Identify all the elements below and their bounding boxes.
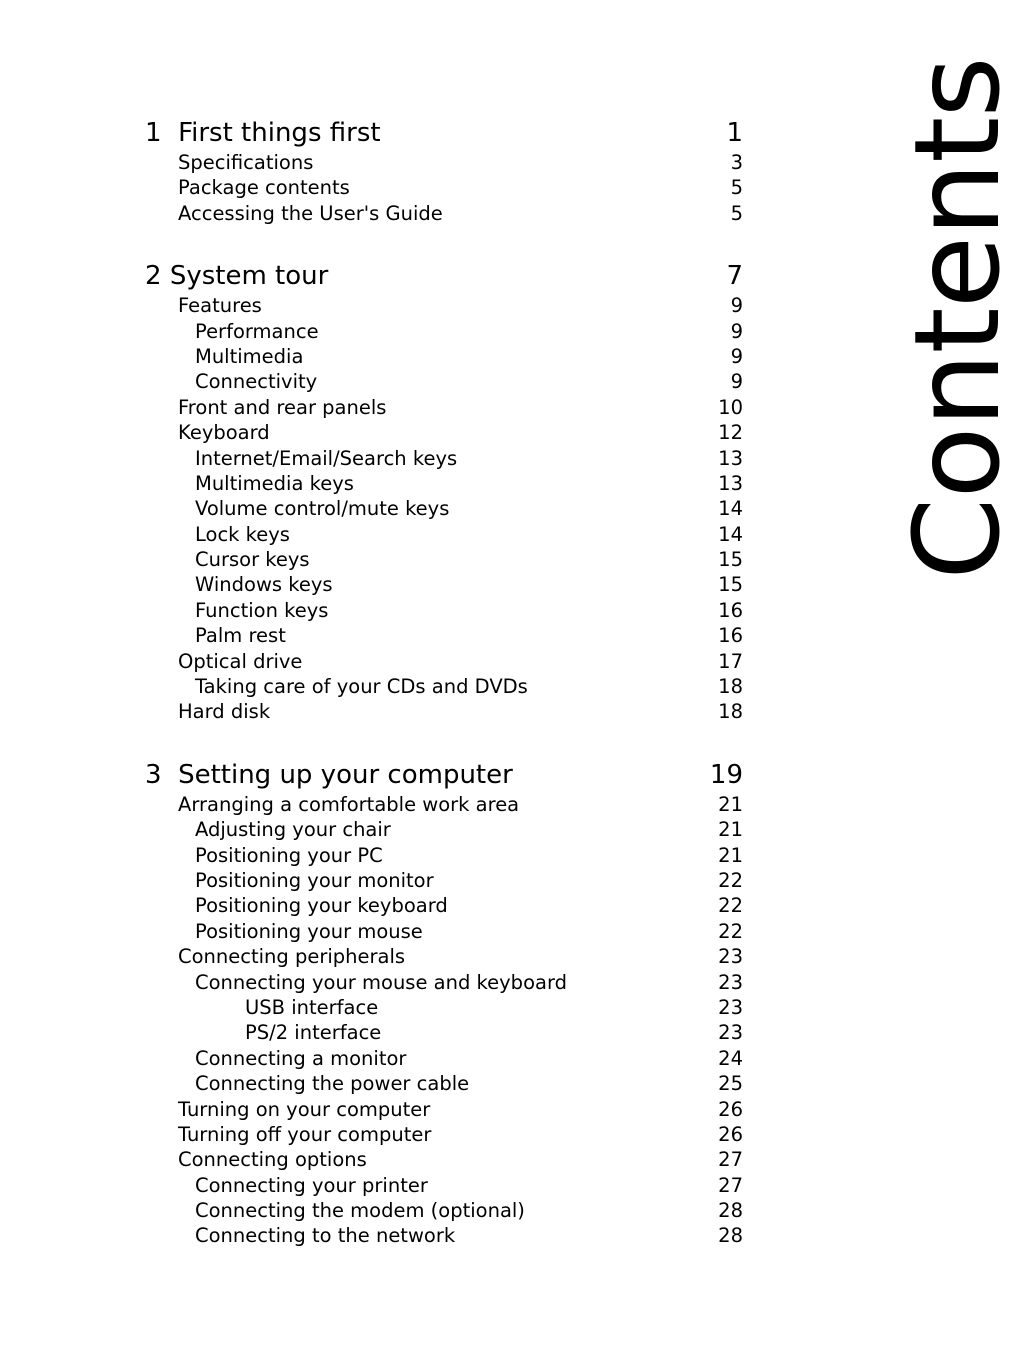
toc-entry-label: Package contents [178, 176, 350, 200]
toc-entry[interactable] [145, 319, 743, 344]
toc-entry-page: 17 [718, 649, 743, 673]
toc-entry[interactable] [145, 175, 743, 200]
toc-entry-page: 28 [718, 1199, 743, 1223]
toc-entry[interactable] [145, 649, 743, 674]
toc-entry-page: 28 [718, 1224, 743, 1248]
toc-entry-page: 14 [718, 497, 743, 521]
toc-entry[interactable] [145, 446, 743, 471]
toc-entry-page: 15 [718, 548, 743, 572]
toc-entry[interactable] [145, 623, 743, 648]
toc-entry-label: Specifications [178, 151, 314, 174]
toc-entry-label: Windows keys [195, 573, 333, 597]
toc-entry-page: 26 [718, 1097, 743, 1121]
chapter-heading-label [145, 116, 381, 150]
toc-entry-label: Connecting to the network [195, 1224, 456, 1248]
table-of-contents [145, 116, 743, 1249]
toc-entry[interactable] [145, 843, 743, 868]
toc-entry-label: Connecting the modem (optional) [195, 1199, 525, 1223]
toc-entry-page: 22 [718, 894, 743, 918]
toc-entry[interactable] [145, 420, 743, 445]
toc-entry-page: 15 [718, 573, 743, 597]
chapter-title: First things first [178, 118, 381, 148]
toc-entry-label: Features [178, 294, 262, 318]
toc-entry-page: 14 [718, 522, 743, 546]
toc-entry-page: 16 [718, 624, 743, 648]
toc-entry-label: Taking care of your CDs and DVDs [195, 675, 528, 699]
toc-entry-label: Volume control/mute keys [195, 497, 450, 521]
toc-entry[interactable] [145, 1223, 743, 1248]
toc-entry-label: Optical drive [178, 649, 303, 673]
toc-entry-page: 21 [718, 792, 743, 816]
toc-entry[interactable] [145, 944, 743, 969]
toc-entry-label: Turning off your computer [178, 1122, 432, 1146]
toc-entry[interactable] [145, 395, 743, 420]
toc-entry[interactable] [145, 1071, 743, 1096]
chapter-heading-label [145, 259, 328, 293]
toc-entry-label: Positioning your keyboard [195, 894, 448, 918]
toc-entry[interactable] [145, 547, 743, 572]
chapter-page-number: 7 [726, 261, 743, 292]
toc-entry[interactable] [145, 344, 743, 369]
toc-entry-label: PS/2 interface [245, 1021, 382, 1045]
page-title: Contents [888, 57, 1026, 580]
toc-entry-page: 9 [730, 319, 743, 343]
toc-entry[interactable] [145, 522, 743, 547]
toc-entry-label: Turning on your computer [178, 1097, 431, 1121]
toc-entry-label: Connectivity [195, 370, 318, 394]
toc-entry-page: 18 [718, 675, 743, 699]
toc-entry-page: 27 [718, 1173, 743, 1197]
toc-entry-page: 18 [718, 700, 743, 724]
toc-entry[interactable] [145, 919, 743, 944]
toc-entry-label: Accessing the User's Guide [178, 201, 443, 225]
toc-entry-label: Function keys [195, 598, 329, 622]
toc-entry[interactable] [145, 1020, 743, 1045]
toc-entry[interactable] [145, 496, 743, 521]
chapter-number: 2 [145, 261, 162, 292]
toc-entry[interactable] [145, 995, 743, 1020]
toc-entry-label: Connecting your mouse and keyboard [195, 970, 567, 994]
toc-entry-label: Positioning your PC [195, 843, 383, 867]
toc-entry-page: 24 [718, 1046, 743, 1070]
chapter-2 [145, 259, 743, 725]
toc-entry[interactable] [145, 201, 743, 226]
toc-entry[interactable] [145, 674, 743, 699]
toc-entry-label: Connecting the power cable [195, 1072, 470, 1096]
toc-entry-label: Palm rest [195, 624, 286, 648]
toc-entry-label: Lock keys [195, 522, 290, 546]
toc-entry-page: 22 [718, 868, 743, 892]
toc-entry-page: 9 [730, 294, 743, 318]
toc-entry-label: Positioning your monitor [195, 868, 434, 892]
toc-entry[interactable] [145, 699, 743, 724]
toc-entry-page: 21 [718, 818, 743, 842]
toc-entry[interactable] [145, 369, 743, 394]
chapter-number: 3 [145, 759, 162, 790]
chapter-heading[interactable] [145, 259, 743, 293]
chapter-page-number: 1 [726, 118, 743, 148]
toc-entry-page: 23 [718, 1021, 743, 1045]
toc-entry[interactable] [145, 1173, 743, 1198]
toc-entry[interactable] [145, 970, 743, 995]
toc-entry[interactable] [145, 1046, 743, 1071]
toc-entry-label: Multimedia [195, 344, 304, 368]
toc-entry-label: Connecting a monitor [195, 1046, 407, 1070]
toc-entry-page: 23 [718, 970, 743, 994]
chapter-heading[interactable] [145, 758, 743, 792]
chapter-title: System tour [169, 261, 329, 292]
toc-entry[interactable] [145, 1198, 743, 1223]
toc-entry-page: 12 [718, 421, 743, 445]
toc-entry-page: 13 [718, 471, 743, 495]
toc-entry-label: USB interface [245, 995, 379, 1019]
toc-entry-page: 23 [718, 945, 743, 969]
toc-entry-label: Adjusting your chair [195, 818, 391, 842]
page-title-container [760, 57, 1026, 590]
toc-entry-label: Connecting options [178, 1148, 367, 1172]
chapter-1 [145, 116, 743, 226]
toc-entry[interactable] [145, 1097, 743, 1122]
toc-entry-page: 5 [730, 176, 743, 200]
toc-entry-page: 16 [718, 598, 743, 622]
chapter-heading[interactable] [145, 116, 743, 150]
toc-entry-page: 22 [718, 919, 743, 943]
toc-entry[interactable] [145, 817, 743, 842]
toc-entry-page: 9 [730, 370, 743, 394]
chapter-title: Setting up your computer [178, 759, 513, 790]
toc-entry-page: 3 [730, 151, 743, 174]
toc-entry[interactable] [145, 868, 743, 893]
toc-entry-label: Multimedia keys [195, 471, 354, 495]
toc-entry-page: 27 [718, 1148, 743, 1172]
toc-entry[interactable] [145, 572, 743, 597]
chapter-number: 1 [145, 118, 162, 148]
toc-entry-label: Arranging a comfortable work area [178, 792, 520, 816]
toc-entry[interactable] [145, 471, 743, 496]
toc-entry-label: Performance [195, 319, 319, 343]
toc-entry-page: 10 [718, 395, 743, 419]
chapter-page-number: 19 [709, 759, 743, 790]
toc-entry-label: Connecting your printer [195, 1173, 428, 1197]
toc-entry-label: Connecting peripherals [178, 945, 406, 969]
toc-entry[interactable] [145, 293, 743, 318]
toc-entry-label: Cursor keys [195, 548, 310, 572]
toc-entry-page: 23 [718, 995, 743, 1019]
toc-entry-label: Hard disk [178, 700, 271, 724]
toc-entry-page: 21 [718, 843, 743, 867]
toc-entry-page: 13 [718, 446, 743, 470]
toc-entry[interactable] [145, 1122, 743, 1147]
toc-entry[interactable] [145, 792, 743, 817]
toc-entry[interactable] [145, 1147, 743, 1172]
toc-entry-label: Internet/Email/Search keys [195, 446, 458, 470]
toc-entry-page: 5 [730, 201, 743, 225]
toc-entry-label: Keyboard [178, 421, 270, 445]
toc-entry-label: Positioning your mouse [195, 919, 423, 943]
toc-entry-page: 9 [730, 344, 743, 368]
toc-entry-page: 26 [718, 1122, 743, 1146]
toc-entry[interactable] [145, 893, 743, 918]
chapter-3 [145, 758, 743, 1249]
toc-entry[interactable] [145, 598, 743, 623]
toc-entry-label: Front and rear panels [178, 395, 387, 419]
toc-entry[interactable] [145, 150, 743, 175]
chapter-heading-label [145, 758, 513, 792]
toc-entry-page: 25 [718, 1072, 743, 1096]
